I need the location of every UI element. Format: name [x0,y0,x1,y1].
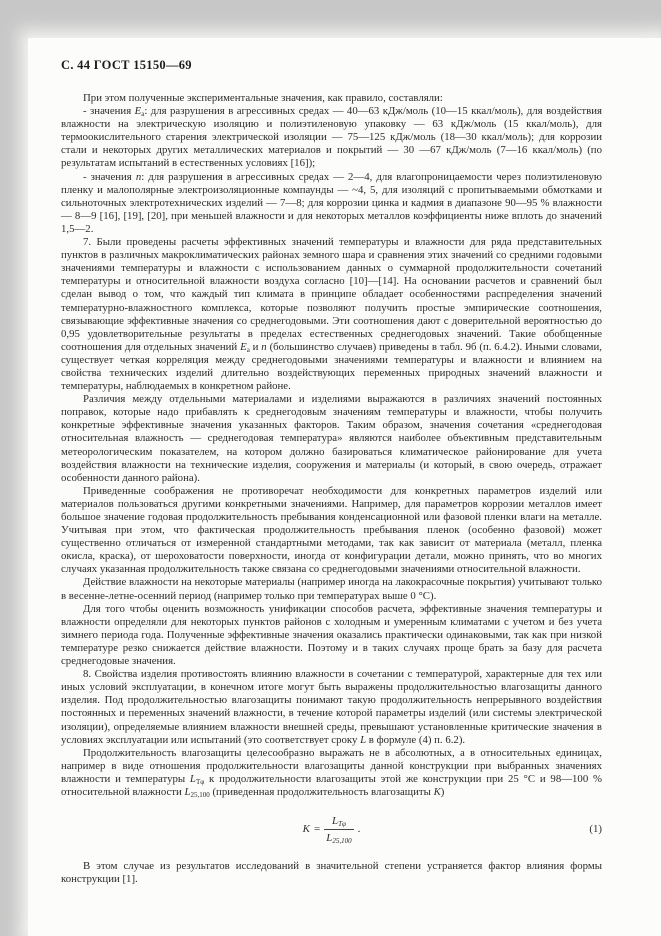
page-content [61,58,602,886]
paragraph-values-ea: - значения $Е_а$: для разрушения в агрессивных средах — 40—63 кДж/моль (10—15 ккал/моль), для воздействия влажности на электрическую изоляцию и полиэтиленовую упаковку — 63 кДж/моль (15 ккал/моль), для термоокислительного старения электрической изоляции — 75—125 кДж/моль (18—30 ккал/моль); для коррозии стали и некоторых других металлических материалов и покрытий — 30 —67 кДж/моль (7—16 ккал/моль) (по результатам испытаний в естественных условиях [16]); [61,105,602,170]
formula-period: . [357,823,361,836]
document-page [28,38,661,936]
paragraph-closing: В этом случае из результатов исследований в значительной степени устраняется фактор влияния формы конструкции [1]. [61,860,602,886]
paragraph-differences: Различия между отдельными материалами и изделиями выражаются в различиях значений постоянных поправок, которые надо прибавлять к среднегодовым значениям температуры и влажности, чтобы получить конкретные эффективные значения указанных факторов. Таким образом, значения сочетания «среднегодовая относительная влажность — среднегодовая температура» являются наиболее объективным представительным метеорологическим показателем, на котором должно базироваться климатическое районирование для учета воздействия влажности на технические изделия, сооружения и материалы (и который, в свою очередь, отражает особенности данного района). [61,393,602,484]
page-header: С. 44 ГОСТ 15150—69 [61,58,192,72]
paragraph-corrosion: Приведенные соображения не противоречат необходимости для конкретных параметров изделий или материалов пользоваться другими конкретными значениями. Например, для параметров коррозии металлов имеет большое значение годовая продолжительность пребывания конденсационной или фазовой пленки влаги на металле. Учитывая при этом, что фактическая продолжительность пребывания пленок (особенно фазовой) может существенно отличаться от измеренной стандартными методами, так как зависит от материала (металл, пленка окисла, краска), от шероховатости поверхности, иногда от конфигурации детали, можно принять, что во многих случаях указанная продолжительность также связана со среднегодовыми значениями относительной влажности. [61,484,602,576]
equals-sign: = [313,823,321,836]
paragraph-relative-units: Продолжительность влагозащиты целесообразно выражать не в абсолютных, а в относительных единицах, например в виде отношения продолжительности влагозащиты данной конструкции при выбранных значениях влажности и температуры $L_{Т\varphi}$ к продолжительности влагозащиты этой же конструкции при 25 °С и 98—100 % относительной влажности $L_{25,100}$ (приведенная продолжительность влагозащиты К) [61,746,602,799]
fraction-numerator [330,814,348,829]
denominator-subscript: 25,100 [332,836,352,845]
numerator-subscript: Тφ [338,819,346,828]
fraction [324,814,353,845]
paragraph-unification: Для того чтобы оценить возможность унификации способов расчета, эффективные значения температуры и влажности определяли для некоторых пунктов районов с холодным и умеренным климатами с учетом и без учета зимнего периода года. Полученные эффективные значения оказались практически одинаковыми, так как при низкой температуре резко снижается действие влажности. Поэтому и в таких случаях проще брать за базу для расчета среднегодовые значения. [61,602,602,668]
equation-number: (1) [589,823,602,836]
paragraph-item-7: 7. Были проведены расчеты эффективных значений температуры и влажности для ряда представительных пунктов в различных макроклиматических районах земного шара и сравнения этих значений со средними годовыми значениями температуры и влажности с использованием данных о суммарной продолжительности сочетаний температуры и относительной влажности воздуха согласно [10]—[14]. На основании расчетов и сравнений был сделан вывод о том, что каждый тип климата в принципе обладает особенностями распределения значений температурно-влажностного комплекса, которые позволяют получить простые эмпирические соотношения, связывающие эффективные значения со среднегодовыми. Эти соотношения дают с доверительной вероятностью до 0,95 удовлетворительные результаты в пределах естественных среднегодовых значений. Такие обобщенные соотношения для отдельных значений $Е_а$ и n (большинство случаев) приведены в табл. 9б (п. 6.4.2). Иными словами, существует четкая корреляция между среднегодовыми значениями температуры и влажности и влиянием на свойства технических изделий длительно воздействующих переменных природных значений влажности и температуры, наблюдаемых в конкретном районе. [61,236,602,393]
paragraph-values-n: - значения n: для разрушения в агрессивных средах — 2—4, для влагопроницаемости через полиэтиленовую пленку и малополярные электроизоляционные компаунды — ~4, 5, для изоляций с пропитываемыми обмотками и сильноточных электротехнических изделий — 7—8; для коррозии цинка и кадмия в диапазоне 90—95 % влажности — 8—9 [16], [19], [20], при меньшей влажности и для некоторых металлов коэффициенты ниже вплоть до значений 1,5—2. [61,170,602,235]
formula-lhs: К [302,823,310,836]
formula-expression [303,814,361,845]
paragraph-intro: При этом полученные экспериментальные значения, как правило, составляли: [83,92,443,104]
paragraph-coatings: Действие влажности на некоторые материалы (например иногда на лакокрасочные покрытия) учитывают только в весенне-летне-осенний период (например только при температурах выше 0 °С). [61,576,602,602]
formula-1 [61,808,602,850]
body-text [61,92,602,886]
numerator-base: L [331,814,339,827]
paragraph-item-8: 8. Свойства изделия противостоять влиянию влажности в сочетании с температурой, характерные для тех или иных условий эксплуатации, в конечном итоге могут быть выражены продолжительностью влагозащиты данного изделия. Под продолжительностью влагозащиты понимают такую продолжительность непрерывного воздействия постоянных и переменных значений влажности, в течение которой параметры изделий (или системы электрической изоляции), определяемые влиянием влажности внешней среды, превышают установленные критические значения в условиях эксплуатации или испытаний (это соответствует сроку L в формуле (4) п. 6.2). [61,668,602,746]
fraction-denominator [324,829,353,845]
denominator-base: L [326,831,333,844]
